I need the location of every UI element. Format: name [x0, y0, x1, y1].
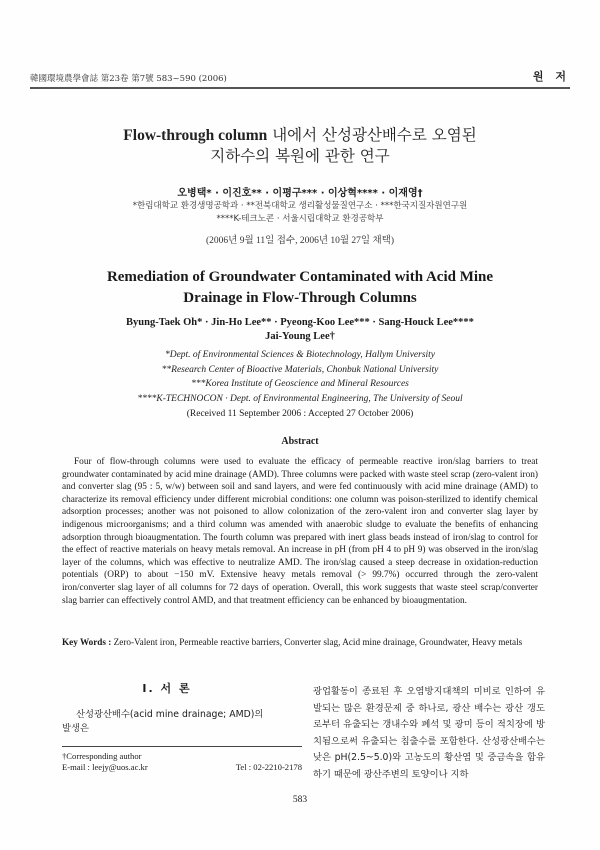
section-heading-introduction: I. 서 론 — [142, 682, 192, 695]
keywords — [62, 636, 552, 648]
affiliation-english-4: ****K-TECHNOCON · Dept. of Environmental Engineering, The University of Seoul — [137, 393, 463, 404]
title-english-line2: Drainage in Flow-Through Columns — [183, 290, 417, 306]
received-date-english: (Received 11 September 2006 : Accepted 27 October 2006) — [186, 409, 414, 419]
journal-citation: 韓國環境農學會誌 第23卷 第7號 583~590 (2006) — [30, 74, 227, 84]
title-korean-line2: 지하수의 복원에 관한 연구 — [210, 147, 390, 165]
intro-left-column — [62, 680, 272, 734]
affiliation-korean-1: *한림대학교 환경생명공학과 · **전북대학교 생리활성물질연구소 · ***한국지질자원연구원 — [132, 201, 468, 211]
intro-left-text: 산성광산배수(acid mine drainage; AMD)의 발생은 — [62, 709, 264, 734]
footnote-tel: Tel : 02-2210-2178 — [235, 762, 302, 772]
title-korean — [30, 125, 570, 167]
footnote-corresponding-label: †Corresponding author — [62, 751, 142, 761]
title-english — [30, 267, 570, 309]
authors-english-line2: Jai-Young Lee† — [265, 331, 335, 342]
keywords-list: Zero-Valent iron, Permeable reactive barriers, Converter slag, Acid mine drainage, Groundwater, Heavy metals — [113, 637, 523, 647]
affiliation-english-1: *Dept. of Environmental Sciences & Biotechnology, Hallym University — [164, 350, 436, 360]
affiliation-korean-2: ****K-테크노콘 · 서울시립대학교 환경공학부 — [216, 214, 384, 224]
abstract-body: Four of flow-through columns were used to evaluate the efficacy of permeable reactive iron/slag barriers to treat groundwater contaminated by acid mine drainage (AMD). Three columns were packed with waste steel scrap (zero-valent iron) and converter slag (95 : 5, w/w) between soil and sand layers, and were fed continuously with acid mine drainage (AMD) to characterize its removal efficiency under different microbial conditions: one column was poison-sterilized to identify chemical adsorption processes; another was not poisoned to allow colonization of the zero-valent iron and converter slag layer by indigenous microorganisms; and a third column was amended with anaerobic sludge to evaluate the benefits of enhancing adsorption through bioaugmentation. The fourth column was prepared with inert glass beads instead of iron/slag to control for the effect of reactive materials on heavy metals removal. An increase in pH (from pH 4 to pH 9) was observed in the iron/slag layer of the columns, which was effective to neutralize AMD. The iron/slag caused a steep decrease in oxidation-reduction potentials (ORP) to about −150 mV. Extensive heavy metals removal (> 99.7%) occurred through the zero-valent iron/converter slag layer of all columns for 72 days of operation. Overall, this work suggests that waste steel scrap/converter slag barrier can effectively control AMD, and that treatment efficiency can be enhanced by bioaugmentation. — [62, 457, 538, 606]
title-english-line1: Remediation of Groundwater Contaminated with Acid Mine — [106, 269, 494, 285]
authors-english-line1: Byung-Taek Oh* · Jin-Ho Lee** · Pyeong-Koo Lee*** · Sang-Houck Lee**** — [126, 317, 474, 328]
affiliation-english-3: ***Korea Institute of Geoscience and Mineral Resources — [191, 379, 409, 389]
affiliations-english — [30, 348, 570, 406]
title-korean-line1-ko: 내에서 산성광산배수로 오염된 — [267, 126, 477, 144]
keywords-label: Key Words : — [62, 637, 114, 647]
authors-english — [30, 316, 570, 344]
title-korean-line1-en: Flow-through column — [123, 127, 268, 144]
received-date-korean: (2006년 9월 11일 접수, 2006년 10월 27일 채택) — [206, 236, 394, 246]
footnote-email: E-mail : leejy@uos.ac.kr — [62, 762, 148, 772]
affiliations-korean — [30, 200, 570, 226]
intro-right-column: 광업활동이 종료된 후 오염방지대책의 미비로 인하여 유발되는 많은 환경문제 중 하나로, 광산 배수는 광산 갱도로부터 유출되는 갱내수와 폐석 및 광미 등이 적치장에 방치됨으로써 유출되는 침출수를 포함한다. 산성광산배수는 낮은 pH(2.5~5.0)와 고농도의 황산염 및 중금속을 함유하기 때문에 광산주변의 토양이나 지하 — [313, 686, 545, 780]
page-number: 583 — [292, 795, 308, 805]
article-type-tag: 원 저 — [532, 70, 570, 83]
abstract-heading: Abstract — [281, 436, 319, 447]
running-header — [30, 68, 570, 89]
corresponding-author-footnote — [62, 746, 302, 773]
affiliation-english-2: **Research Center of Bioactive Materials, Chonbuk National University — [161, 364, 439, 375]
authors-korean: 오병택* · 이진호** · 이평구*** · 이상혁**** · 이재영† — [177, 188, 423, 199]
